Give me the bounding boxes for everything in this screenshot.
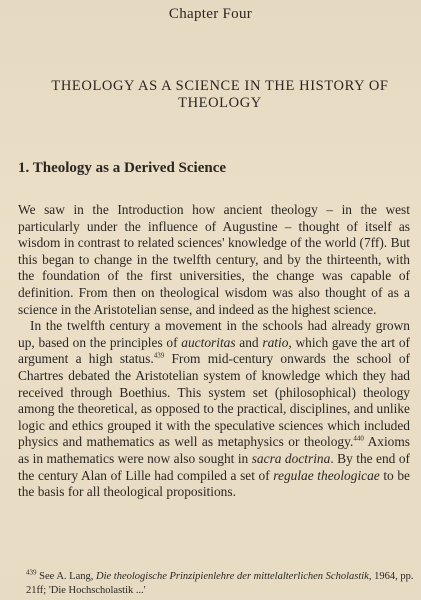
- paragraph-2-text-d: Axioms as in mathematics were now also sought in: [18, 434, 410, 466]
- paragraph-1: We saw in the Introduction how ancient theology – in the west particularly under the influence of Augustine – thought of itself as wisdom in contrast to related sciences' knowledge of the world (7ff). But this began to change in the twelfth century, and by the thirteenth, with the foundation of the first universities, the change was capable of definition. From then on theological wisdom was also thought of as a science in the Aristotelian sense, and indeed as the highest science.: [18, 202, 410, 317]
- footnote-book-title: Die theologische Prinzipienlehre der mittelalterlichen Scholastik: [96, 571, 369, 582]
- section-heading: 1. Theology as a Derived Science: [18, 160, 227, 176]
- paragraph-2-text-b: , which gave the art of argument a high status.: [18, 334, 410, 367]
- body-text: [18, 202, 410, 501]
- footnote-text-start: See A. Lang,: [36, 571, 96, 582]
- footnote-number: 439: [26, 568, 37, 577]
- paragraph-2-and: and: [235, 334, 263, 350]
- term-regulae-theologicae: regulae theologicae: [273, 467, 380, 483]
- paragraph-2-text-e: . By the end of the century Alan of Lille had compiled a set of: [18, 450, 410, 483]
- footnote-ref-440: 440: [353, 434, 364, 443]
- footnote: [26, 570, 416, 598]
- paragraph-2-text-c: From mid-century onwards the school of Chartres debated the Aristotelian system of knowledge which they had received through Boethius. This system set (philosophical) theology among the theoretical, as opposed to the practical, disciplines, and unlike logic and ethics grouped it with the speculative sciences which included physics and mathematics as well as metaphysics or theology.: [18, 351, 411, 450]
- chapter-label: Chapter Four: [168, 6, 253, 22]
- paragraph-2: [18, 318, 410, 501]
- chapter-title: THEOLOGY AS A SCIENCE IN THE HISTORY OF THEOLOGY: [51, 78, 389, 111]
- footnote-ref-439: 439: [153, 351, 165, 360]
- paragraph-2-text-a: In the twelfth century a movement in the schools had already grown up, based on the principles of: [18, 318, 410, 350]
- term-ratio: ratio: [262, 334, 289, 350]
- term-auctoritas: auctoritas: [181, 334, 236, 350]
- footnote-text-end: , 1964, pp. 21ff; 'Die Hochscholastik ...': [26, 571, 414, 596]
- paragraph-2-text-f: to be the basis for all theological propositions.: [18, 467, 410, 500]
- term-sacra-doctrina: sacra doctrina: [251, 450, 331, 466]
